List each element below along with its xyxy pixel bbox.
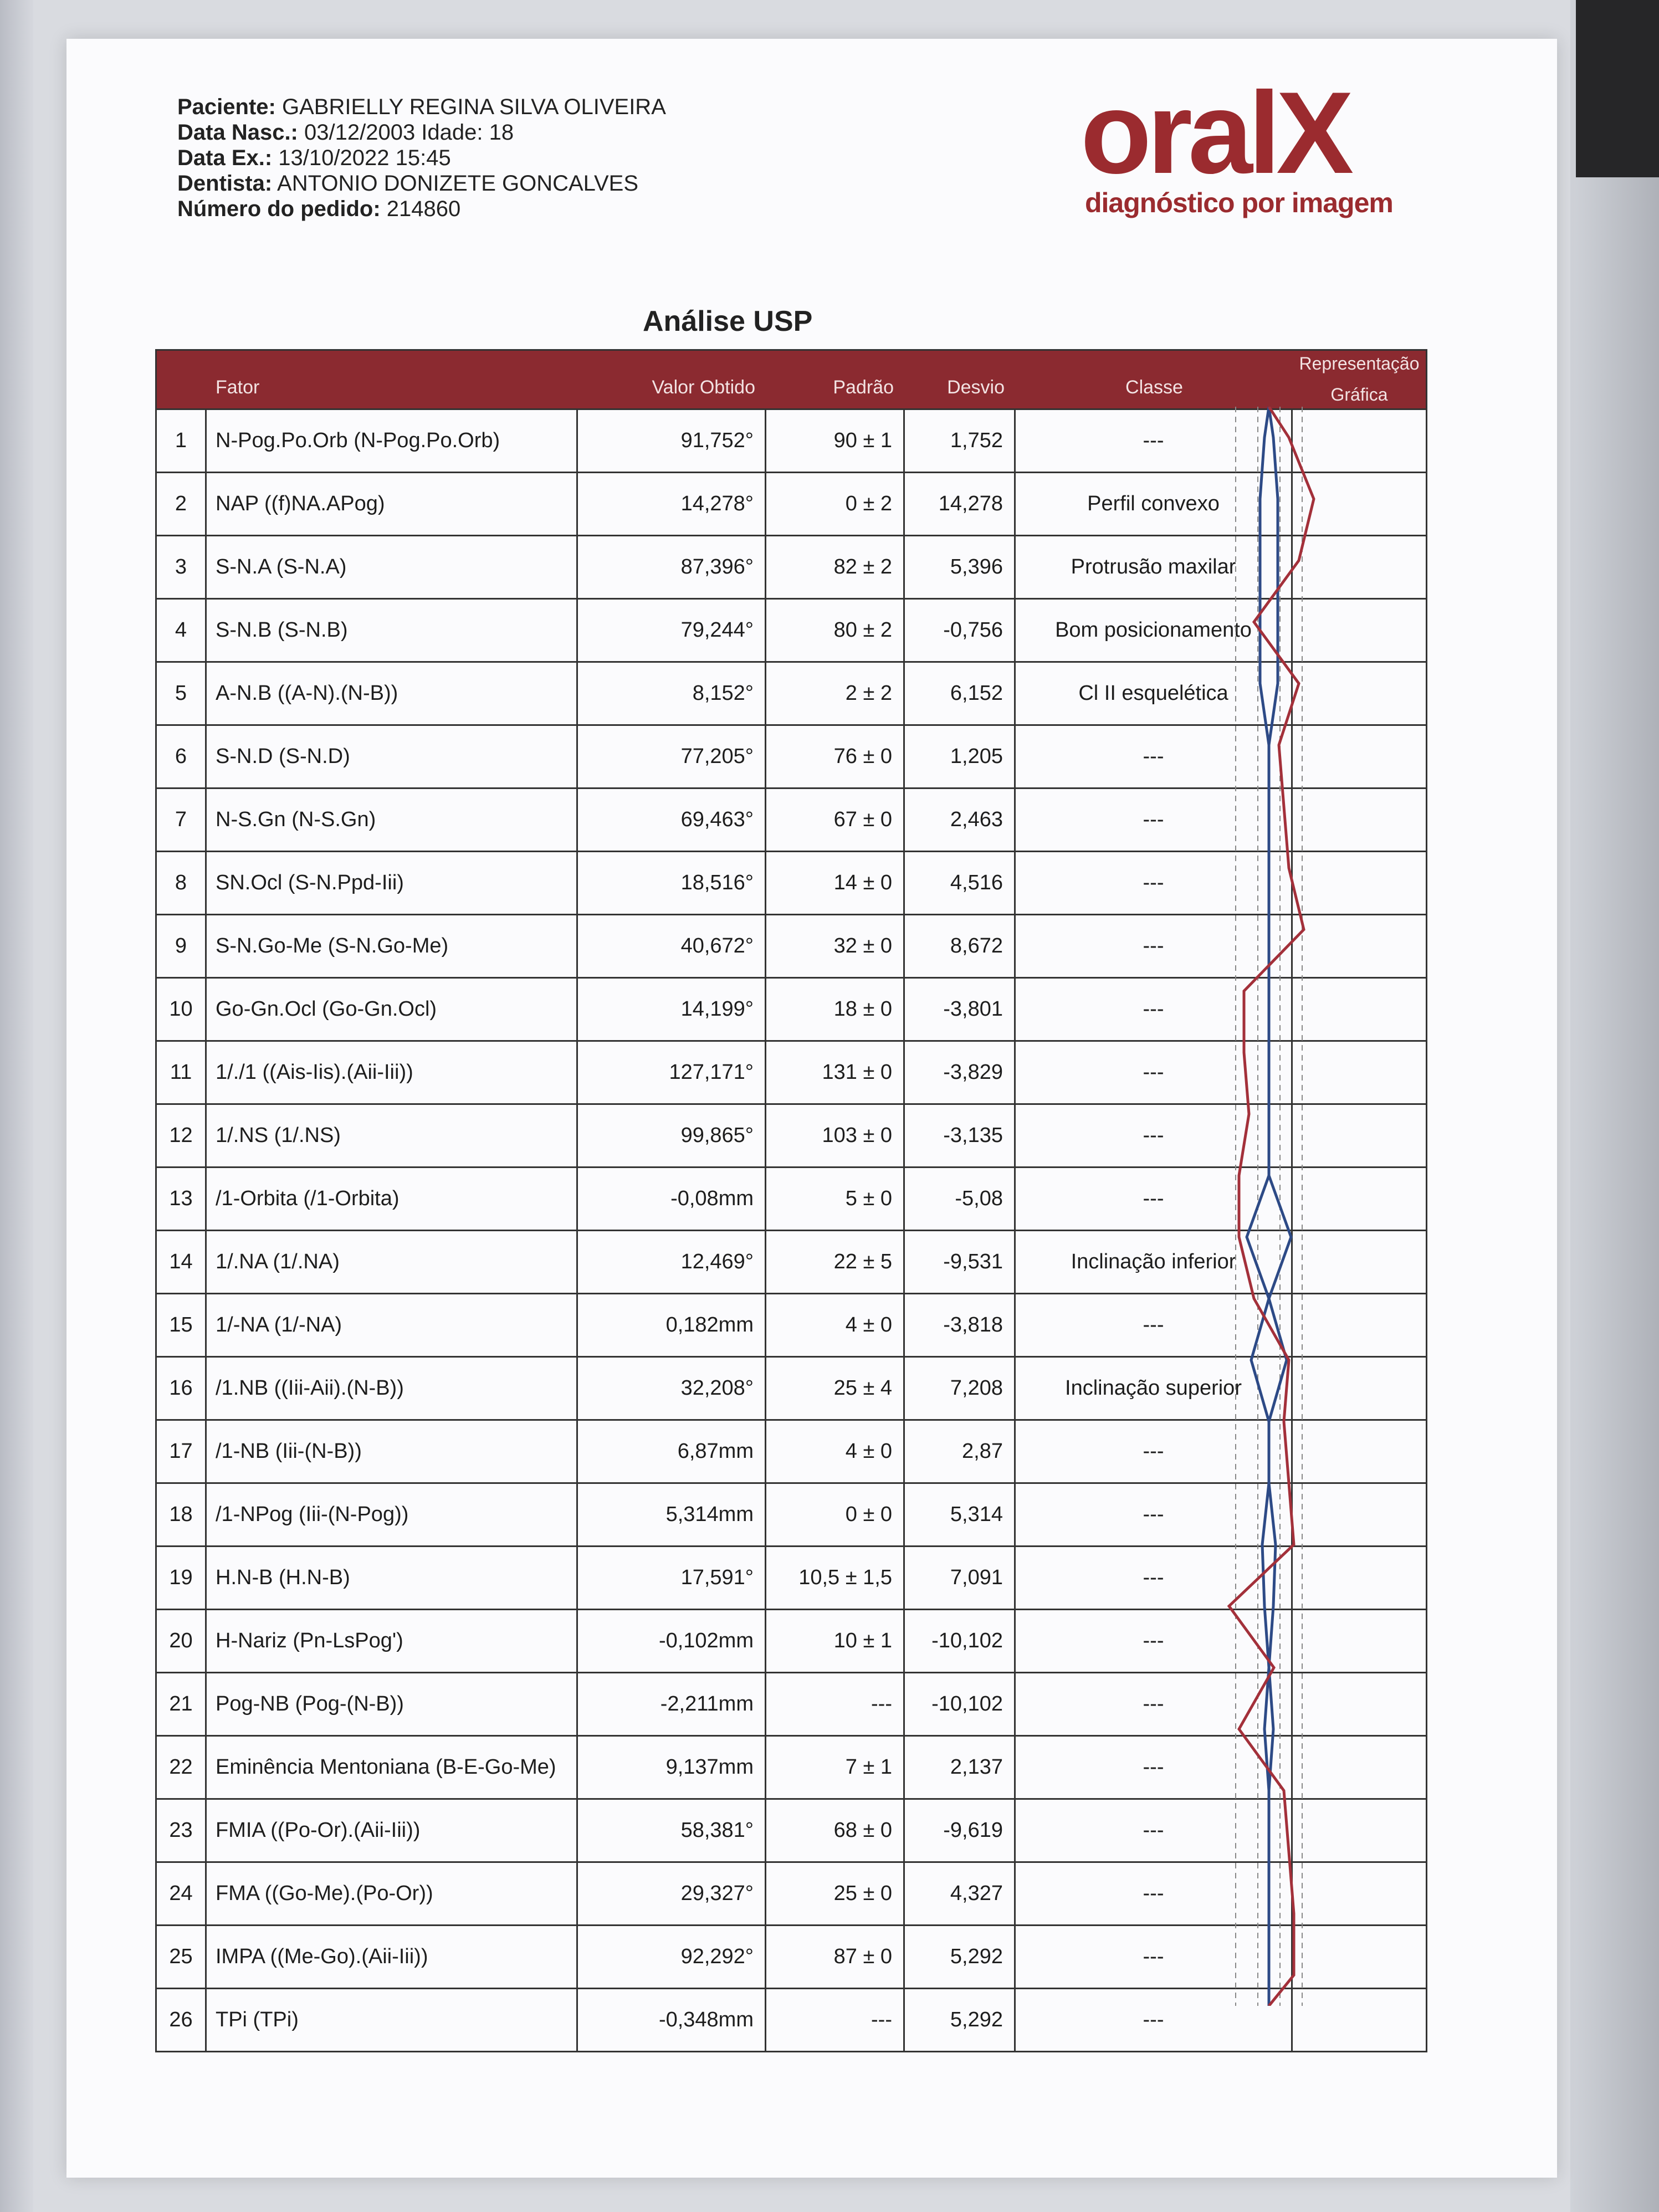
row-fator: 1/./1 ((Ais-Iis).(Aii-Iii)) [207,1042,578,1103]
row-padrao: 25 ± 4 [766,1358,905,1419]
row-padrao: 10,5 ± 1,5 [766,1547,905,1609]
dentist-name: ANTONIO DONIZETE GONCALVES [277,171,638,196]
row-fator: /1-NB (Iii-(N-B)) [207,1421,578,1482]
row-number: 22 [157,1737,207,1798]
row-classe: --- [1016,1168,1293,1230]
row-valor: 14,199° [578,979,766,1040]
row-number: 13 [157,1168,207,1230]
row-classe: --- [1016,410,1293,472]
row-number: 15 [157,1294,207,1356]
row-fator: SN.Ocl (S-N.Ppd-Iii) [207,852,578,914]
row-classe: --- [1016,915,1293,977]
row-valor: -0,08mm [578,1168,766,1230]
row-classe: Inclinação superior [1016,1358,1293,1419]
row-valor: 32,208° [578,1358,766,1419]
row-padrao: 80 ± 2 [766,600,905,661]
row-classe: --- [1016,1926,1293,1988]
patient-label: Paciente: [177,95,276,119]
row-classe: Bom posicionamento [1016,600,1293,661]
oralx-logo [1081,68,1393,218]
row-classe: --- [1016,852,1293,914]
header-grafica-line1: Representação [1299,354,1420,373]
row-classe: --- [1016,789,1293,851]
row-classe: --- [1016,726,1293,787]
header-grafica-line2: Gráfica [1330,385,1388,404]
row-number: 10 [157,979,207,1040]
row-valor: 0,182mm [578,1294,766,1356]
row-number: 2 [157,473,207,535]
row-padrao: 10 ± 1 [766,1610,905,1672]
row-desvio: -3,801 [905,979,1016,1040]
row-number: 26 [157,1989,207,2051]
background-right [1570,0,1659,2212]
row-number: 11 [157,1042,207,1103]
birth-label: Data Nasc.: [177,120,298,145]
row-classe: --- [1016,1105,1293,1166]
row-valor: 79,244° [578,600,766,661]
row-padrao: 4 ± 0 [766,1421,905,1482]
row-fator: 1/.NA (1/.NA) [207,1231,578,1293]
row-desvio: 5,292 [905,1989,1016,2051]
row-valor: 91,752° [578,410,766,472]
row-classe: Protrusão maxilar [1016,536,1293,598]
row-classe: --- [1016,1989,1293,2051]
row-desvio: 5,396 [905,536,1016,598]
row-fator: /1-NPog (Iii-(N-Pog)) [207,1484,578,1545]
row-padrao: 87 ± 0 [766,1926,905,1988]
row-valor: 14,278° [578,473,766,535]
row-desvio: 14,278 [905,473,1016,535]
row-padrao: 67 ± 0 [766,789,905,851]
row-desvio: -3,829 [905,1042,1016,1103]
row-padrao: 32 ± 0 [766,915,905,977]
row-desvio: 2,463 [905,789,1016,851]
row-desvio: 4,327 [905,1863,1016,1924]
row-desvio: -3,818 [905,1294,1016,1356]
row-padrao: 131 ± 0 [766,1042,905,1103]
row-number: 7 [157,789,207,851]
row-classe: --- [1016,1863,1293,1924]
row-classe: --- [1016,1737,1293,1798]
row-padrao: 0 ± 2 [766,473,905,535]
row-fator: NAP ((f)NA.APog) [207,473,578,535]
row-padrao: 2 ± 2 [766,663,905,724]
row-padrao: 76 ± 0 [766,726,905,787]
row-padrao: 7 ± 1 [766,1737,905,1798]
row-fator: N-S.Gn (N-S.Gn) [207,789,578,851]
row-valor: 87,396° [578,536,766,598]
row-padrao: 22 ± 5 [766,1231,905,1293]
row-fator: N-Pog.Po.Orb (N-Pog.Po.Orb) [207,410,578,472]
row-classe: --- [1016,1294,1293,1356]
row-fator: S-N.B (S-N.B) [207,600,578,661]
order-label: Número do pedido: [177,197,381,221]
row-fator: Eminência Mentoniana (B-E-Go-Me) [207,1737,578,1798]
row-valor: -0,348mm [578,1989,766,2051]
header-classe: Classe [1125,377,1183,398]
row-number: 3 [157,536,207,598]
row-valor: 127,171° [578,1042,766,1103]
row-fator: Go-Gn.Ocl (Go-Gn.Ocl) [207,979,578,1040]
row-number: 4 [157,600,207,661]
row-desvio: -3,135 [905,1105,1016,1166]
header-number [157,351,207,408]
exam-row [177,145,666,171]
row-fator: /1-Orbita (/1-Orbita) [207,1168,578,1230]
patient-row [177,94,666,120]
row-valor: 12,469° [578,1231,766,1293]
row-desvio: -5,08 [905,1168,1016,1230]
row-fator: H-Nariz (Pn-LsPog') [207,1610,578,1672]
logo-wordmark: oralX [1081,68,1350,198]
row-classe: --- [1016,1042,1293,1103]
row-fator: S-N.Go-Me (S-N.Go-Me) [207,915,578,977]
row-valor: 29,327° [578,1863,766,1924]
row-desvio: -0,756 [905,600,1016,661]
row-fator: A-N.B ((A-N).(N-B)) [207,663,578,724]
row-number: 9 [157,915,207,977]
row-number: 12 [157,1105,207,1166]
row-valor: 6,87mm [578,1421,766,1482]
row-fator: IMPA ((Me-Go).(Aii-Iii)) [207,1926,578,1988]
row-number: 25 [157,1926,207,1988]
row-valor: 17,591° [578,1547,766,1609]
patient-info [177,94,666,222]
row-desvio: -9,531 [905,1231,1016,1293]
row-valor: 5,314mm [578,1484,766,1545]
dentist-label: Dentista: [177,171,273,196]
row-valor: 8,152° [578,663,766,724]
row-padrao: 82 ± 2 [766,536,905,598]
row-fator: H.N-B (H.N-B) [207,1547,578,1609]
row-padrao: --- [766,1989,905,2051]
row-valor: 9,137mm [578,1737,766,1798]
row-classe: --- [1016,1484,1293,1545]
row-number: 19 [157,1547,207,1609]
row-number: 5 [157,663,207,724]
row-padrao: 0 ± 0 [766,1484,905,1545]
row-padrao: 18 ± 0 [766,979,905,1040]
row-padrao: 68 ± 0 [766,1800,905,1861]
row-classe: --- [1016,1547,1293,1609]
row-fator: 1/-NA (1/-NA) [207,1294,578,1356]
row-valor: 58,381° [578,1800,766,1861]
row-number: 6 [157,726,207,787]
row-desvio: -10,102 [905,1673,1016,1735]
row-number: 16 [157,1358,207,1419]
exam-label: Data Ex.: [177,146,273,170]
row-fator: TPi (TPi) [207,1989,578,2051]
row-valor: -2,211mm [578,1673,766,1735]
row-number: 1 [157,410,207,472]
row-valor: 40,672° [578,915,766,977]
row-desvio: 5,314 [905,1484,1016,1545]
table-header [157,351,1426,408]
row-fator: S-N.A (S-N.A) [207,536,578,598]
row-desvio: 2,137 [905,1737,1016,1798]
row-valor: 92,292° [578,1926,766,1988]
row-valor: 99,865° [578,1105,766,1166]
row-fator: S-N.D (S-N.D) [207,726,578,787]
row-number: 20 [157,1610,207,1672]
row-desvio: -10,102 [905,1610,1016,1672]
row-desvio: 8,672 [905,915,1016,977]
row-number: 8 [157,852,207,914]
row-fator: 1/.NS (1/.NS) [207,1105,578,1166]
row-padrao: 5 ± 0 [766,1168,905,1230]
row-valor: 77,205° [578,726,766,787]
logo-tagline: diagnóstico por imagem [1085,187,1393,218]
row-fator: Pog-NB (Pog-(N-B)) [207,1673,578,1735]
row-padrao: 103 ± 0 [766,1105,905,1166]
row-desvio: 1,752 [905,410,1016,472]
header-grafica [1293,351,1426,408]
row-number: 24 [157,1863,207,1924]
exam-date: 13/10/2022 15:45 [278,146,451,170]
graphic-representation [1202,407,1335,2006]
row-number: 18 [157,1484,207,1545]
row-padrao: --- [766,1673,905,1735]
row-fator: FMIA ((Po-Or).(Aii-Iii)) [207,1800,578,1861]
row-classe: --- [1016,979,1293,1040]
row-number: 14 [157,1231,207,1293]
row-classe: Perfil convexo [1016,473,1293,535]
report-page [66,39,1557,2178]
row-desvio: 1,205 [905,726,1016,787]
birth-row [177,120,666,145]
patient-name: GABRIELLY REGINA SILVA OLIVEIRA [281,95,666,119]
row-desvio: 6,152 [905,663,1016,724]
row-classe: --- [1016,1673,1293,1735]
birth-date: 03/12/2003 Idade: 18 [304,120,514,145]
row-desvio: 7,208 [905,1358,1016,1419]
header-desvio: Desvio [947,377,1005,398]
row-valor: 18,516° [578,852,766,914]
order-row [177,196,666,222]
header-fator: Fator [216,377,260,398]
row-padrao: 4 ± 0 [766,1294,905,1356]
row-desvio: 7,091 [905,1547,1016,1609]
header-valor: Valor Obtido [652,377,755,398]
row-desvio: 2,87 [905,1421,1016,1482]
row-classe: Inclinação inferior [1016,1231,1293,1293]
order-number: 214860 [386,197,461,221]
row-fator: FMA ((Go-Me).(Po-Or)) [207,1863,578,1924]
row-classe: --- [1016,1421,1293,1482]
row-classe: --- [1016,1610,1293,1672]
row-valor: -0,102mm [578,1610,766,1672]
row-desvio: -9,619 [905,1800,1016,1861]
row-fator: /1.NB ((Iii-Aii).(N-B)) [207,1358,578,1419]
row-desvio: 4,516 [905,852,1016,914]
dentist-row [177,171,666,196]
background-dark-corner [1576,0,1659,177]
row-padrao: 90 ± 1 [766,410,905,472]
row-number: 23 [157,1800,207,1861]
background-left [0,0,33,2212]
row-valor: 69,463° [578,789,766,851]
row-number: 21 [157,1673,207,1735]
row-padrao: 25 ± 0 [766,1863,905,1924]
row-padrao: 14 ± 0 [766,852,905,914]
row-classe: Cl II esquelética [1016,663,1293,724]
report-title: Análise USP [643,305,813,337]
row-number: 17 [157,1421,207,1482]
header-padrao: Padrão [833,377,894,398]
row-classe: --- [1016,1800,1293,1861]
row-desvio: 5,292 [905,1926,1016,1988]
